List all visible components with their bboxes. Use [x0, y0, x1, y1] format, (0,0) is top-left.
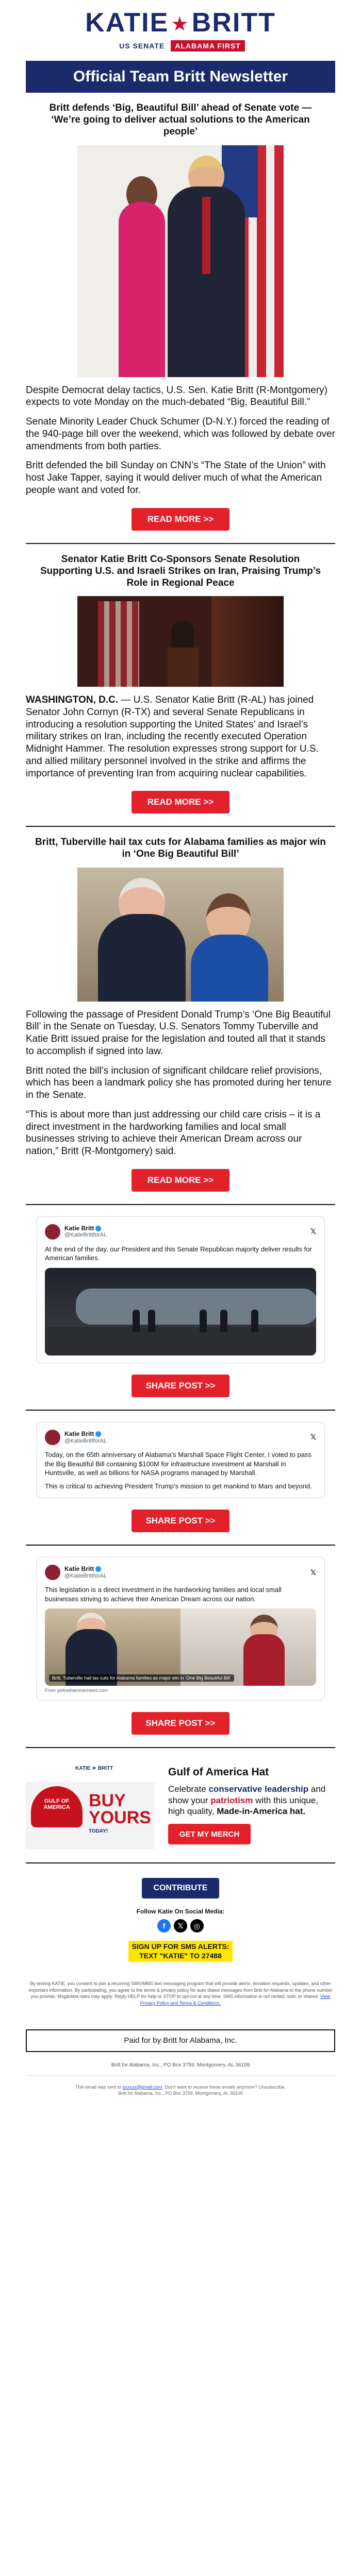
tweet-author-handle: @KatieBrittforAL [64, 1572, 107, 1579]
brand-last: BRITT [191, 8, 276, 38]
follow-label: Follow Katie On Social Media: [136, 1908, 225, 1916]
tweet-author-name: Katie Britt [64, 1224, 94, 1232]
brand-subtitle [116, 40, 245, 52]
tweet-paragraph: At the end of the day, our President and this Senate Republican majority deliver results for American families. [45, 1245, 312, 1262]
tweet-paragraph: Today, on the 65th anniversary of Alabama’s Marshall Space Flight Center, I voted to pass the Big Beautiful Bill containing $100M for infrastructure investment at Marshall in Huntsville, as well as billions for NASA programs managed by Marshall. [45, 1450, 311, 1477]
buy-subtext: TODAY! [89, 1828, 108, 1835]
verified-badge-icon [95, 1566, 101, 1572]
article-3 [26, 827, 335, 1205]
person-figure [98, 914, 186, 1002]
article-paragraph: Senate Minority Leader Chuck Schumer (D-N.Y.) forced the reading of the 940-page bill over the weekend, which was followed by debate over amendments from both parties. [26, 416, 335, 452]
article-headline: Britt defends ‘Big, Beautiful Bill’ ahead of Senate vote — ‘We’re going to deliver actual solutions to the American people’ [49, 103, 312, 138]
star-icon: ★ [172, 14, 189, 35]
tarmac-graphic [45, 1327, 316, 1355]
person-figure [220, 1310, 227, 1332]
article-paragraph: Following the passage of President Donald Trump’s ‘One Big Beautiful Bill’ in the Senate on Tuesday, U.S. Senators Tommy Tuberville and Katie Britt issued praise for the legislation and touted all that it stands to accomplish if signed into law. [26, 1009, 331, 1057]
verified-badge-icon [95, 1431, 101, 1437]
sms-disclaimer: By texting KATIE, you consent to join a recurring SMS/MMS text messaging program that will provide alerts, donation requests, updates, and other important information. By participating, you agree to the terms & privacy policy for auto dialed messages from Britt for Alabama to the phone number you provide. Msg&data rates may apply. Reply HELP for help or STOP to opt-out at any time. SMS information is not rented, sold, or shared. View Privacy Policy and Terms & Conditions. [28, 1981, 333, 2006]
brand-logo [85, 9, 276, 36]
card-caption: Britt, Tuberville hail tax cuts for Alabama families as major win in ‘One Big Beautiful Bill’ [49, 1674, 234, 1682]
get-merch-button[interactable]: GET MY MERCH [168, 1824, 251, 1844]
verified-badge-icon [95, 1226, 101, 1231]
tweet-paragraph: This is critical to achieving President Trump’s mission to get mankind to Mars and beyond. [45, 1482, 312, 1490]
article-paragraph: Despite Democrat delay tactics, U.S. Sen. Katie Britt (R-Montgomery) expects to vote Monday on the much-debated “Big, Beautiful Bill.” [26, 384, 327, 408]
x-logo-icon: 𝕏 [310, 1568, 316, 1577]
tweet-embed[interactable] [36, 1422, 325, 1498]
brand-header [0, 0, 361, 61]
article-paragraph: “This is about more than just addressing our child care crisis – it is a direct investment in the hardworking families and local small businesses striving to achieve their American Dream across our nation,” Britt (R-Montgomery) said. [26, 1109, 321, 1157]
tie-graphic [202, 197, 210, 274]
article-dateline: WASHINGTON, D.C. [26, 694, 119, 706]
wall-graphic [211, 596, 284, 687]
sms-line-2: TEXT "KATIE" TO 27488 [139, 1951, 222, 1960]
contribute-button[interactable]: CONTRIBUTE [142, 1878, 219, 1899]
avatar [45, 1224, 60, 1240]
merch-section [26, 1748, 335, 1863]
merch-info [168, 1766, 335, 1844]
tweet-text [45, 1585, 316, 1603]
tweet-paragraph: This legislation is a direct investment in the hardworking families and local small businesses striving to achieve their American Dream across our nation. [45, 1586, 282, 1603]
unsubscribe-text: This email was sent to xxxxxx@gmail.com. Don't want to receive these emails anymore? Unsubscribe. Britt for Alabama, Inc., PO Box 3759, Montgomery, AL 36109 [75, 2084, 286, 2096]
article-photo [77, 145, 284, 377]
article-paragraph-text: — U.S. Senator Katie Britt (R-AL) has joined Senator John Cornyn (R-TX) and several Senate Republicans in introducing a resolution supporting the United States’ and Israel’s military strikes on Iran, including the recently executed Operation Midnight Hammer. The resolution expresses strong support for U.S. and allied military personnel involved in the strike and affirms the importance of preventing Iran from acquiring nuclear capabilities. [26, 694, 319, 779]
tweet-section-2 [26, 1411, 335, 1546]
tweet-section-1 [26, 1205, 335, 1411]
article-1 [26, 93, 335, 544]
tweet-author-handle: @KatieBrittforAL [64, 1232, 107, 1239]
brand-sub-right: ALABAMA FIRST [171, 40, 245, 52]
paid-for-by: Paid for by Britt for Alabama, Inc. [26, 2029, 335, 2052]
tweet-author-handle: @KatieBrittforAL [64, 1437, 107, 1444]
person-figure [243, 1634, 285, 1686]
avatar [45, 1430, 60, 1445]
article-paragraph: Britt defended the bill Sunday on CNN’s “The State of the Union” with host Jake Tapper, saying it would deliver much of what the American people want and voted for. [26, 460, 326, 496]
sms-line-1: SIGN UP FOR SMS ALERTS: [132, 1942, 229, 1951]
hat-text: GULF OF AMERICA [43, 1798, 70, 1810]
facebook-icon[interactable]: f [157, 1919, 171, 1933]
share-post-button[interactable]: SHARE POST >> [132, 1510, 229, 1532]
brand-sub-left: US SENATE [119, 42, 165, 50]
tweet-author-name: Katie Britt [64, 1430, 94, 1437]
tweet-author-name: Katie Britt [64, 1565, 94, 1572]
unsubscribe-link[interactable]: . Don't want to receive these emails anymore? Unsubscribe. [162, 2084, 286, 2090]
article-photo [77, 596, 284, 687]
buy-text: BUY YOURS [89, 1791, 151, 1827]
merch-title: Gulf of America Hat [168, 1766, 269, 1778]
privacy-link[interactable]: View Privacy Policy and Terms & Conditions. [140, 1994, 331, 2006]
share-post-button[interactable]: SHARE POST >> [132, 1712, 229, 1735]
article-photo [77, 868, 284, 1002]
read-more-button[interactable]: READ MORE >> [132, 1169, 229, 1192]
tweet-header [45, 1224, 316, 1240]
article-paragraph: Britt noted the bill’s inclusion of significant childcare relief provisions, which has been a landmark policy she has promoted during her tenure in the Senate. [26, 1065, 332, 1101]
x-logo-icon: 𝕏 [310, 1227, 316, 1236]
tweet-link-card[interactable] [45, 1608, 316, 1686]
mailing-address: Britt for Alabama, Inc., PO Box 3759, Montgomery, AL 36109 [26, 2062, 335, 2076]
tweet-text [45, 1450, 316, 1490]
tweet-text [45, 1245, 316, 1263]
flag-graphic [98, 601, 139, 687]
tweet-embed[interactable] [36, 1557, 325, 1701]
tweet-header [45, 1430, 316, 1445]
merch-logo: KATIE ★ BRITT [75, 1766, 113, 1772]
speaker-figure [171, 621, 194, 652]
person-figure [148, 1310, 155, 1332]
person-figure [133, 1310, 140, 1332]
tweet-media-photo[interactable] [45, 1268, 316, 1355]
person-figure [119, 202, 165, 377]
article-2 [26, 544, 335, 827]
avatar [45, 1565, 60, 1580]
merch-image[interactable] [26, 1761, 155, 1849]
article-paragraph [26, 694, 335, 779]
merch-description: Celebrate conservative leadership and show your patriotism with this unique, high quality, Made-in-America hat. [168, 1784, 326, 1816]
newsletter-title: Official Team Britt Newsletter [26, 61, 335, 93]
x-icon[interactable]: 𝕏 [174, 1919, 187, 1933]
tweet-header [45, 1565, 316, 1580]
card-source: From yellowhammernews.com [45, 1688, 108, 1693]
x-logo-icon: 𝕏 [310, 1433, 316, 1442]
sms-signup [128, 1941, 232, 1962]
share-post-button[interactable]: SHARE POST >> [132, 1375, 229, 1397]
footer-top [26, 1863, 335, 1971]
person-figure [200, 1310, 207, 1332]
social-links [26, 1919, 335, 1933]
airplane-graphic [76, 1289, 316, 1325]
article-headline: Britt, Tuberville hail tax cuts for Alabama families as major win in ‘One Big Beautiful Bill’ [35, 837, 326, 860]
tweet-embed[interactable] [36, 1216, 325, 1363]
read-more-button[interactable]: READ MORE >> [132, 508, 229, 531]
read-more-button[interactable]: READ MORE >> [132, 791, 229, 814]
recipient-email: xxxxxx@gmail.com [122, 2084, 162, 2090]
article-headline: Senator Katie Britt Co-Sponsors Senate Resolution Supporting U.S. and Israeli Strikes on Iran, Praising Trump’s Role in Regional Peace [40, 553, 321, 588]
person-figure [191, 935, 268, 1002]
instagram-icon[interactable]: ◎ [190, 1919, 204, 1933]
tweet-section-3 [26, 1546, 335, 1748]
brand-first: KATIE [85, 8, 169, 38]
person-figure [251, 1310, 258, 1332]
podium-graphic [168, 648, 199, 687]
